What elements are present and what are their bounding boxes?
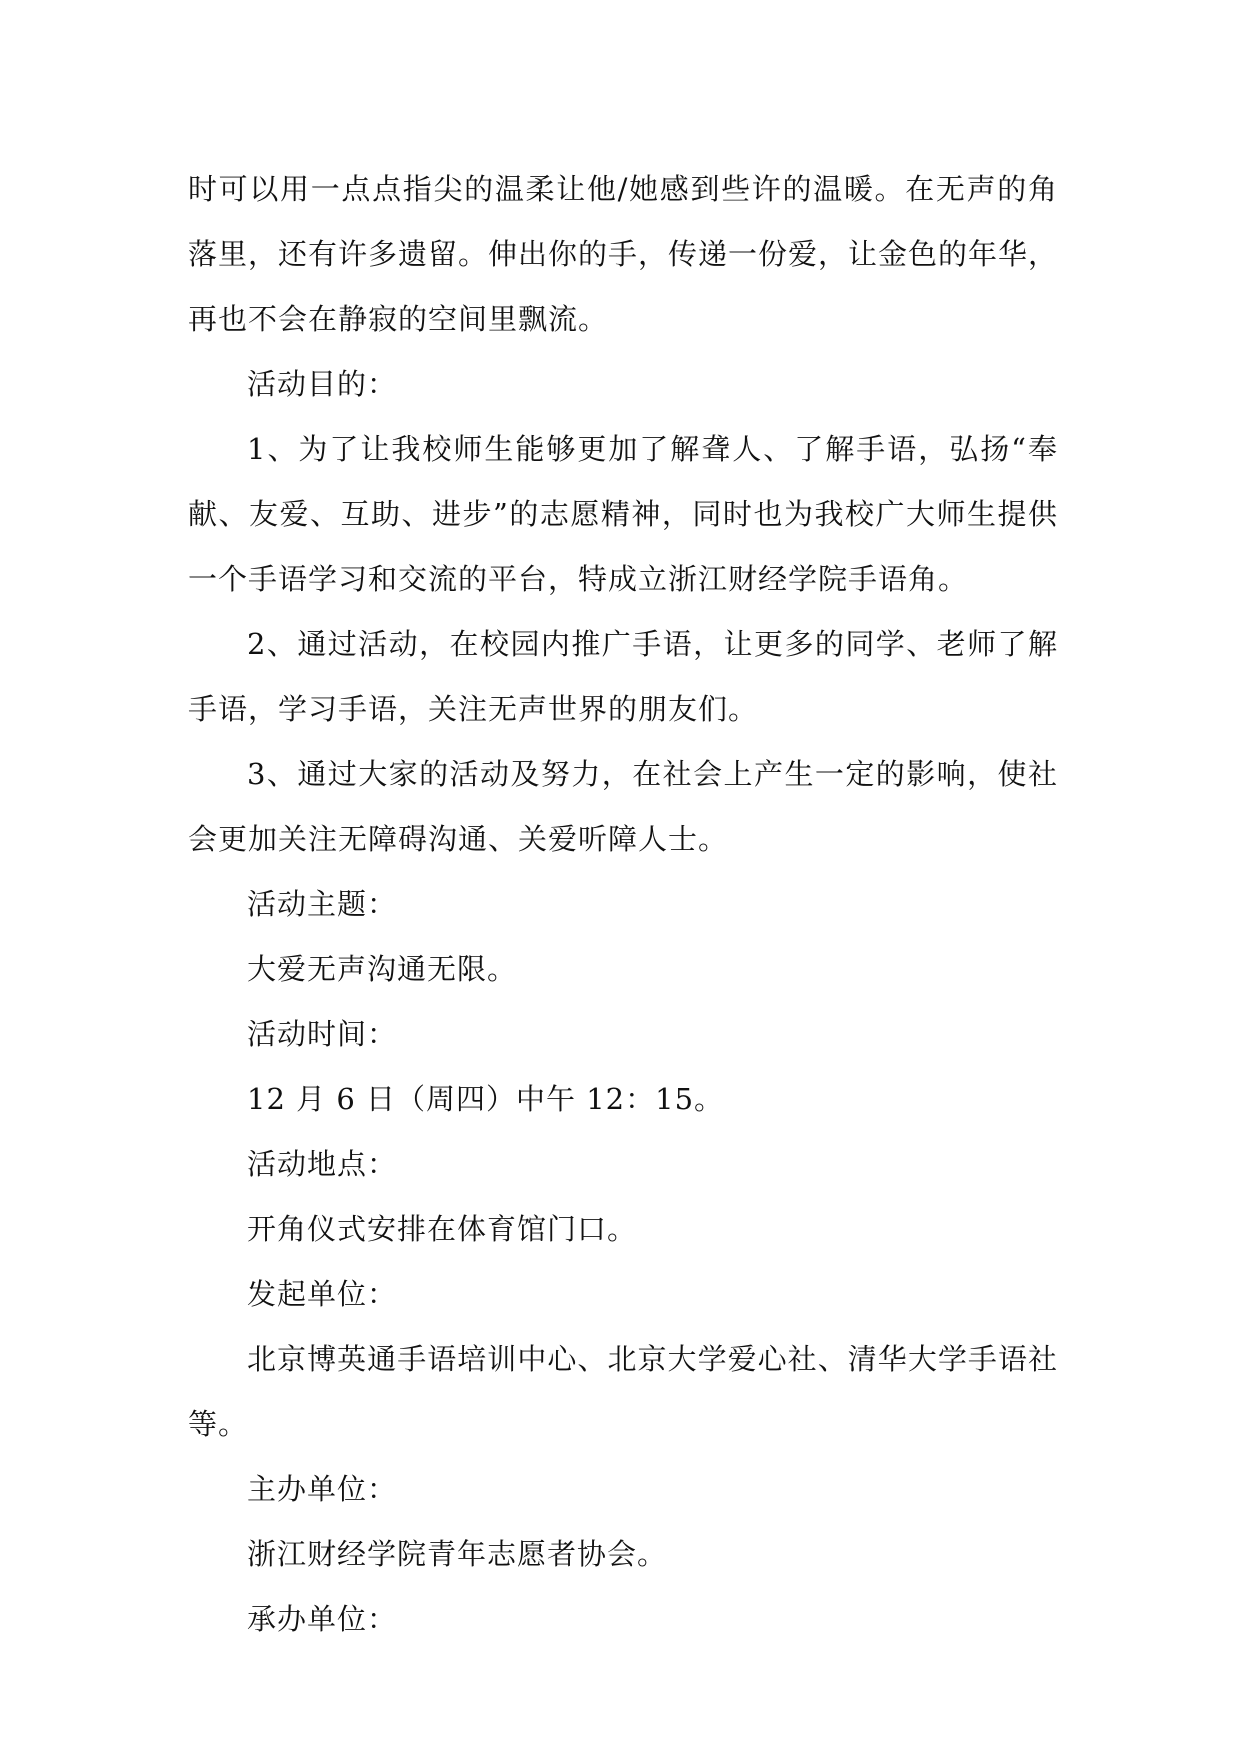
purpose-item-2: 2、通过活动，在校园内推广手语，让更多的同学、老师了解手语，学习手语，关注无声世界的朋友们。: [188, 627, 1058, 726]
heading-activity-theme: 活动主题：: [247, 887, 398, 921]
heading-activity-purpose: 活动目的：: [247, 367, 398, 401]
initiators-text: 北京博英通手语培训中心、北京大学爱心社、清华大学手语社等。: [188, 1342, 1058, 1441]
purpose-item-3: 3、通过大家的活动及努力，在社会上产生一定的影响，使社会更加关注无障碍沟通、关爱听障人士。: [188, 757, 1058, 856]
organizer-text: 浙江财经学院青年志愿者协会。: [247, 1537, 668, 1571]
activity-theme-text: 大爱无声沟通无限。: [247, 952, 518, 986]
activity-location-text: 开角仪式安排在体育馆门口。: [247, 1212, 638, 1246]
purpose-item-1: 1、为了让我校师生能够更加了解聋人、了解手语，弘扬“奉献、友爱、互助、进步”的志愿精神，同时也为我校广大师生提供一个手语学习和交流的平台，特成立浙江财经学院手语角。: [188, 432, 1058, 596]
activity-time-text: 12 月 6 日（周四）中午 12：15。: [247, 1082, 725, 1116]
heading-activity-time: 活动时间：: [247, 1017, 398, 1051]
heading-activity-location: 活动地点：: [247, 1147, 398, 1181]
paragraph-intro-continued: 时可以用一点点指尖的温柔让他/她感到些许的温暖。在无声的角落里，还有许多遗留。伸出你的手，传递一份爱，让金色的年华，再也不会在静寂的空间里飘流。: [188, 172, 1059, 336]
heading-organizer: 主办单位：: [247, 1472, 398, 1506]
document-body: [188, 157, 1058, 1652]
heading-initiators: 发起单位：: [247, 1277, 398, 1311]
heading-co-organizer: 承办单位：: [247, 1602, 398, 1636]
